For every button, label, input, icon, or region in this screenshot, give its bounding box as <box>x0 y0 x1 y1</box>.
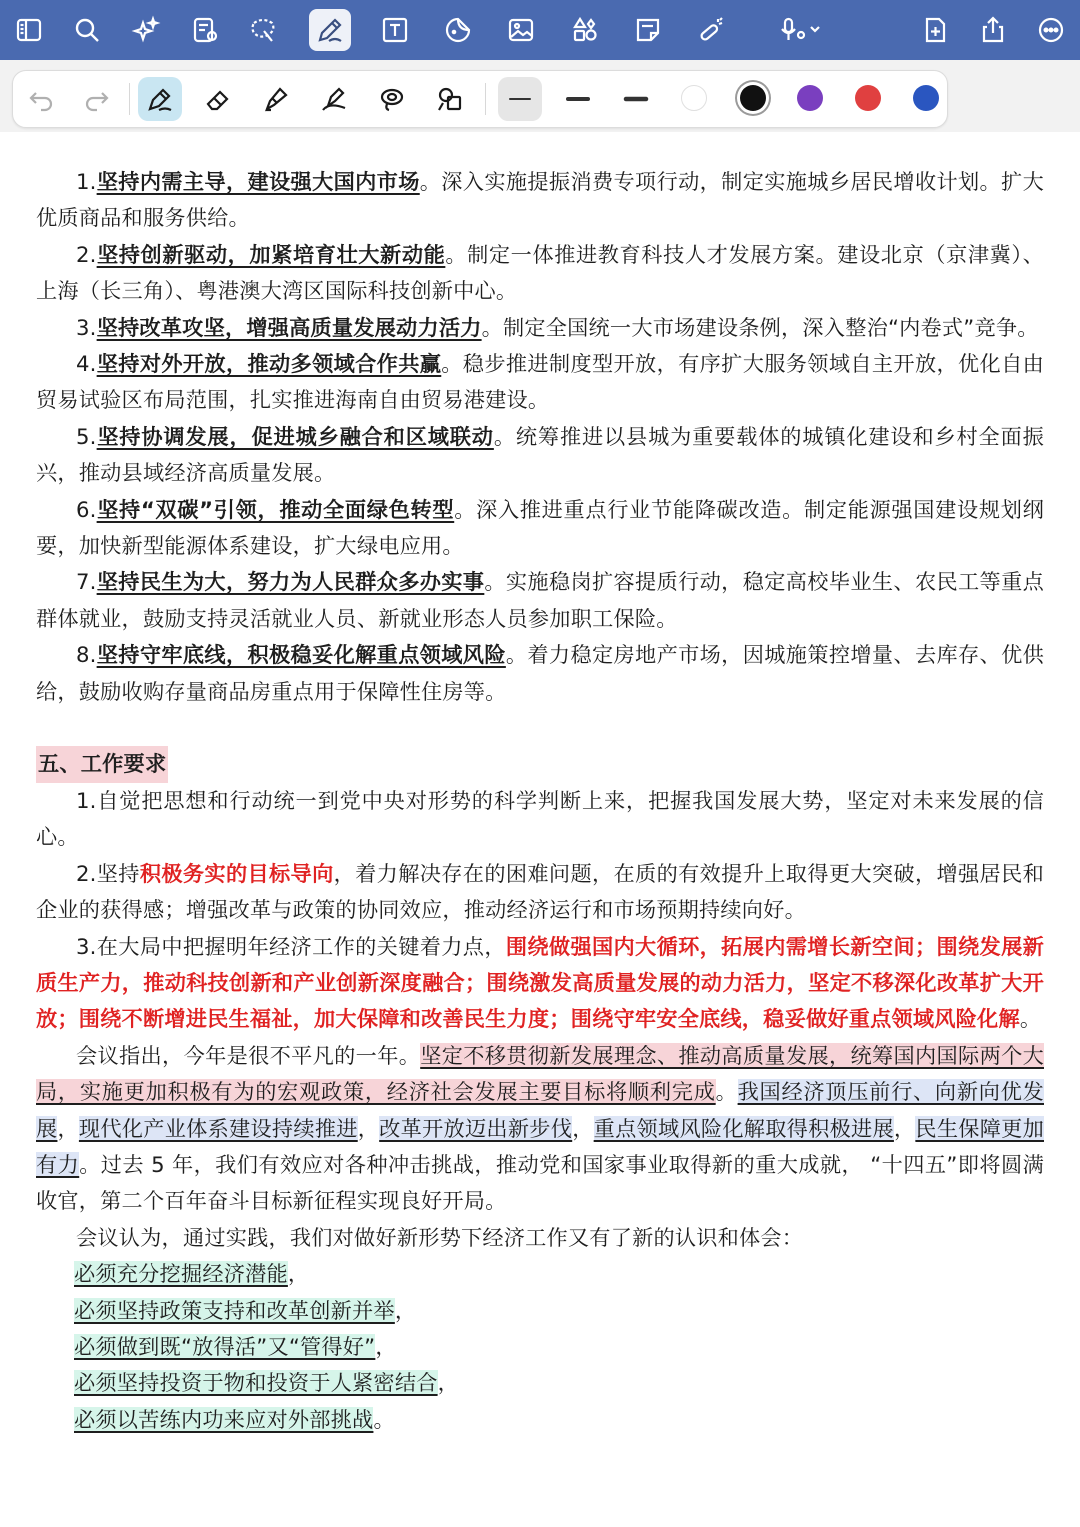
green-highlight[interactable]: 必须以苦练内功来应对外部挑战 <box>74 1406 374 1432</box>
item-body: 。稳步推进制度型开放，有序扩大服务领域自主开放，优化自由贸易试验区布局范围，扎实推进海南自由贸易港建设。 <box>36 351 1044 413</box>
must-item <box>36 1402 1044 1438</box>
shapes-icon[interactable] <box>564 9 606 51</box>
image-icon[interactable] <box>500 9 542 51</box>
meeting-text: 。过去 5 年，我们有效应对各种冲击挑战，推动党和国家事业取得新的重大成就， “十四五”即将圆满收官，第二个百年奋斗目标新征程实现良好开局。 <box>36 1151 1044 1214</box>
green-highlight[interactable]: 必须坚持投资于物和投资于人紧密结合 <box>74 1370 438 1396</box>
punctuation: ， <box>437 1370 459 1396</box>
requirement-3 <box>36 929 1044 1038</box>
shapes-tool-icon[interactable] <box>428 77 472 121</box>
stroke-width-thick[interactable] <box>614 77 658 121</box>
item-number: 8. <box>76 642 97 668</box>
color-swatch-purple[interactable] <box>797 85 823 111</box>
green-highlight[interactable]: 必须坚持政策支持和改革创新并举 <box>74 1297 395 1323</box>
section-title: 五、工作要求 <box>36 746 168 782</box>
list-item <box>36 564 1044 637</box>
red-emphasis-text: 围绕做强国内大循环，拓展内需增长新空间；围绕发展新质生产力，推动科技创新和产业创新深度融合；围绕激发高质量发展的动力活力，坚定不移深化改革扩大开放；围绕不断增进民生福祉，加大保障和改善民生力度；围绕守牢安全底线，稳妥做好重点领域风险化解 <box>36 933 1044 1032</box>
add-page-icon[interactable] <box>914 9 956 51</box>
requirement-text: 。 <box>1019 1006 1042 1032</box>
ai-sparkle-icon[interactable] <box>125 9 167 51</box>
pink-highlight[interactable]: 坚定不移贯彻新发展理念、推动高质量发展，统筹国内国际两个大局，实施更加积极有为的宏观政策，经济社会发展主要目标将顺利完成 <box>36 1042 1044 1105</box>
requirement-text: 2.坚持 <box>76 860 140 886</box>
section-heading <box>36 746 1044 782</box>
blue-highlight[interactable]: 改革开放迈出新步伐 <box>379 1115 573 1141</box>
document-page[interactable] <box>36 164 1044 1438</box>
color-swatch-white[interactable] <box>681 85 707 111</box>
punctuation: ， <box>572 1115 594 1141</box>
requirement-2 <box>36 856 1044 929</box>
item-title: 坚持内需主导，建设强大国内市场 <box>96 169 420 194</box>
pen-toolbar <box>12 70 948 128</box>
stroke-width-medium[interactable] <box>556 77 600 121</box>
item-title: 坚持对外开放，推动多领域合作共赢 <box>96 351 442 377</box>
punctuation: 。 <box>373 1406 395 1432</box>
top-toolbar <box>0 0 1080 60</box>
redo-icon[interactable] <box>75 77 119 121</box>
list-item <box>36 310 1044 346</box>
item-body: 。制定一体推进教育科技人才发展方案。建设北京（京津冀）、上海（长三角）、粤港澳大湾区国际科技创新中心。 <box>36 241 1044 304</box>
item-number: 7. <box>76 569 97 595</box>
item-title: 坚持民生为大，努力为人民群众多办实事 <box>96 569 485 595</box>
pen-toolbar-area <box>0 60 1080 132</box>
highlighter-icon[interactable] <box>254 77 298 121</box>
requirement-text: ，着力解决存在的困难问题，在质的有效提升上取得更大突破，增强居民和企业的获得感；增强改革与政策的协同效应，推动经济运行和市场预期持续向好。 <box>36 860 1044 923</box>
requirement-text: 1.自觉把思想和行动统一到党中央对形势的科学判断上来，把握我国发展大势，坚定对未来发展的信心。 <box>36 787 1044 850</box>
color-swatch-blue[interactable] <box>913 85 939 111</box>
pen-icon[interactable] <box>309 9 351 51</box>
undo-icon[interactable] <box>19 77 63 121</box>
item-title: 坚持守牢底线，积极稳妥化解重点领域风险 <box>96 642 506 668</box>
list-item <box>36 492 1044 565</box>
green-highlight[interactable]: 必须做到既“放得活”又“管得好” <box>74 1333 376 1359</box>
list-item <box>36 237 1044 310</box>
color-swatch-black[interactable] <box>740 85 766 111</box>
item-body: 。深入推进重点行业节能降碳改造。制定能源强国建设规划纲要，加快新型能源体系建设，扩大绿电应用。 <box>36 496 1044 559</box>
item-body: 。统筹推进以县城为重要载体的城镇化建设和乡村全面振兴，推动县域经济高质量发展。 <box>36 423 1044 486</box>
item-number: 2. <box>76 241 97 267</box>
must-item <box>36 1293 1044 1329</box>
lasso-select-icon[interactable] <box>370 77 414 121</box>
item-body: 。深入实施提振消费专项行动，制定实施城乡居民增收计划。扩大优质商品和服务供给。 <box>36 169 1044 231</box>
green-highlight[interactable]: 必须充分挖掘经济潜能 <box>74 1261 288 1287</box>
item-title: 坚持创新驱动，加紧培育壮大新动能 <box>96 241 446 267</box>
laser-pointer-icon[interactable] <box>690 9 732 51</box>
sticker-icon[interactable] <box>437 9 479 51</box>
item-number: 4. <box>76 351 97 377</box>
meeting-summary <box>36 1038 1044 1220</box>
list-item <box>36 419 1044 492</box>
list-item <box>36 164 1044 237</box>
recognize-intro <box>36 1220 1044 1256</box>
blue-highlight[interactable]: 重点领域风险化解取得积极进展 <box>593 1115 894 1141</box>
sidebar-icon[interactable] <box>8 9 50 51</box>
microphone-icon[interactable] <box>768 9 834 51</box>
item-number: 5. <box>76 423 97 449</box>
eraser-icon[interactable] <box>196 77 240 121</box>
must-item <box>36 1329 1044 1365</box>
list-item <box>36 346 1044 419</box>
pen-tool-icon[interactable] <box>138 77 182 121</box>
punctuation: ， <box>287 1261 310 1287</box>
blue-highlight[interactable]: 现代化产业体系建设持续推进 <box>78 1115 358 1141</box>
punctuation: ， <box>893 1115 916 1141</box>
item-title: 坚持“双碳”引领，推动全面绿色转型 <box>96 496 455 522</box>
search-icon[interactable] <box>66 9 108 51</box>
item-number: 6. <box>76 496 97 522</box>
punctuation: ， <box>375 1333 397 1359</box>
item-body: 。实施稳岗扩容提质行动，稳定高校毕业生、农民工等重点群体就业，鼓励支持灵活就业人员、新就业形态人员参加职工保险。 <box>36 569 1044 631</box>
text-box-icon[interactable] <box>374 9 416 51</box>
item-title: 坚持协调发展，促进城乡融合和区域联动 <box>96 423 494 449</box>
punctuation: 。 <box>715 1079 738 1105</box>
punctuation: ， <box>57 1115 79 1141</box>
item-title: 坚持改革攻坚，增强高质量发展动力活力 <box>96 314 482 340</box>
stroke-width-thin[interactable] <box>498 77 542 121</box>
shape-pen-icon[interactable] <box>312 77 356 121</box>
lasso-icon[interactable] <box>242 9 284 51</box>
sticky-note-icon[interactable] <box>627 9 669 51</box>
blue-highlight[interactable]: 民生保障更加有力 <box>36 1115 1044 1177</box>
list-item <box>36 637 1044 710</box>
more-icon[interactable] <box>1030 9 1072 51</box>
must-item <box>36 1256 1044 1292</box>
punctuation: ， <box>357 1115 380 1141</box>
punctuation: ， <box>394 1297 417 1323</box>
requirement-1 <box>36 783 1044 856</box>
blue-highlight[interactable]: 我国经济顶压前行、向新向优发展 <box>36 1079 1044 1141</box>
meeting-text: 会议指出，今年是很不平凡的一年。 <box>76 1042 421 1068</box>
page-doc-icon[interactable] <box>184 9 226 51</box>
item-number: 1. <box>76 169 97 194</box>
share-icon[interactable] <box>972 9 1014 51</box>
color-swatch-red[interactable] <box>855 85 881 111</box>
item-body: 。制定全国统一大市场建设条例，深入整治“内卷式”竞争。 <box>481 314 1039 340</box>
item-number: 3. <box>76 314 97 340</box>
must-item <box>36 1365 1044 1401</box>
item-body: 。着力稳定房地产市场，因城施策控增量、去库存、优供给，鼓励收购存量商品房重点用于保障性住房等。 <box>36 642 1044 704</box>
recognize-text: 会议认为，通过实践，我们对做好新形势下经济工作又有了新的认识和体会： <box>76 1224 804 1250</box>
red-emphasis-text: 积极务实的目标导向 <box>139 860 334 886</box>
requirement-text: 3.在大局中把握明年经济工作的关键着力点， <box>76 933 506 959</box>
